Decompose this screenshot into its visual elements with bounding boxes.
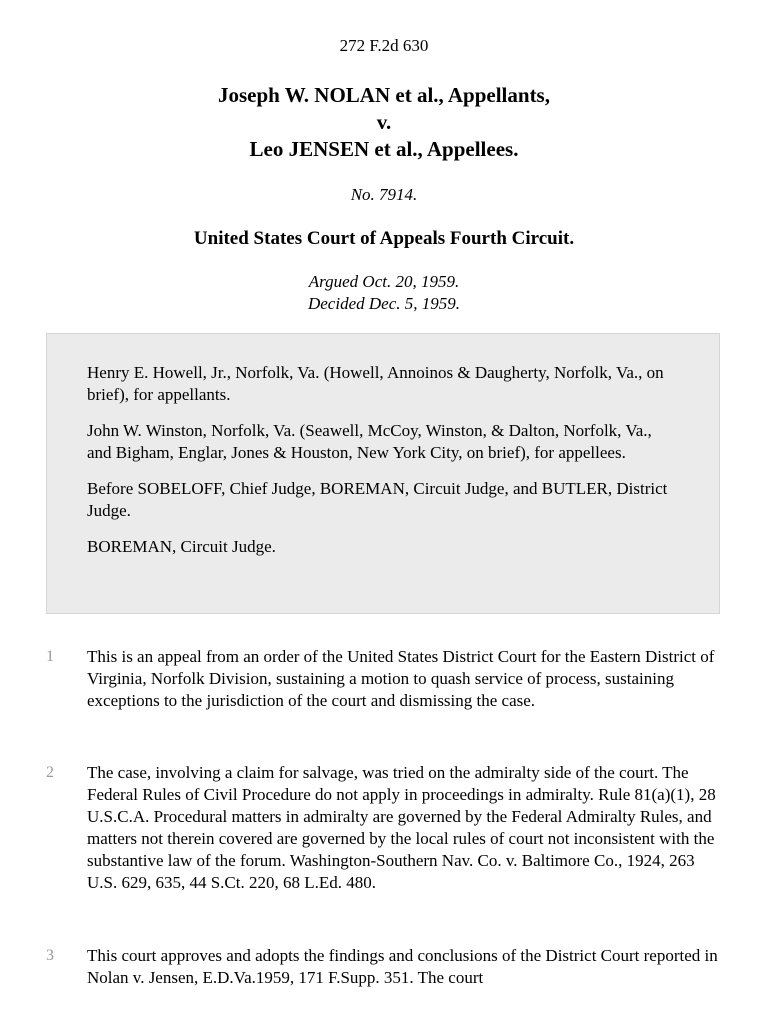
paragraph-number: 3 — [46, 947, 54, 964]
paragraph-text: The case, involving a claim for salvage, was tried on the admiralty side of the court. The Federal Rules of Civil Procedure do not apply in proceedings in admiralty. Rule 81(a)(1), 28 U.S.C.A. Procedural matters in admiralty are governed by the Federal Admiralty Rules, and matters not therein covered are governed by the local rules of court not inconsistent with the substantive law of the forum. Washington-Southern Nav. Co. v. Baltimore Co., 1924, 263 U.S. 629, 635, 44 S.Ct. 220, 68 L.Ed. 480. — [87, 763, 716, 892]
counsel-appellants: Henry E. Howell, Jr., Norfolk, Va. (Howell, Annoinos & Daugherty, Norfolk, Va., on brief), for appellants. — [87, 363, 664, 404]
court-name: United States Court of Appeals Fourth Circuit. — [193, 228, 575, 249]
appellees-line: Leo JENSEN et al., Appellees. — [249, 137, 519, 161]
paragraph-text: This court approves and adopts the findings and conclusions of the District Court reported in Nolan v. Jensen, E.D.Va.1959, 171 F.Supp. 351. The court — [87, 946, 718, 987]
versus-line: v. — [376, 110, 392, 134]
paragraph-text: This is an appeal from an order of the United States District Court for the Eastern District of Virginia, Norfolk Division, sustaining a motion to quash service of process, sustaining exceptions to the jurisdiction of the court and dismissing the case. — [87, 647, 715, 710]
counsel-box — [46, 333, 720, 614]
paragraph-number: 2 — [46, 764, 54, 781]
case-dates — [0, 271, 768, 315]
counsel-appellees: John W. Winston, Norfolk, Va. (Seawell, McCoy, Winston, & Dalton, Norfolk, Va., and Bigham, Englar, Jones & Houston, New York City, on brief), for appellees. — [87, 421, 652, 462]
docket-number: No. 7914. — [350, 185, 418, 204]
case-title — [0, 82, 768, 163]
argued-date: Argued Oct. 20, 1959. — [308, 272, 460, 291]
paragraph-number: 1 — [46, 648, 54, 665]
opinion-author: BOREMAN, Circuit Judge. — [87, 537, 276, 556]
case-citation: 272 F.2d 630 — [339, 36, 429, 55]
decided-date: Decided Dec. 5, 1959. — [307, 294, 460, 313]
bench-judges: Before SOBELOFF, Chief Judge, BOREMAN, Circuit Judge, and BUTLER, District Judge. — [87, 479, 668, 520]
appellants-line: Joseph W. NOLAN et al., Appellants, — [218, 83, 550, 107]
